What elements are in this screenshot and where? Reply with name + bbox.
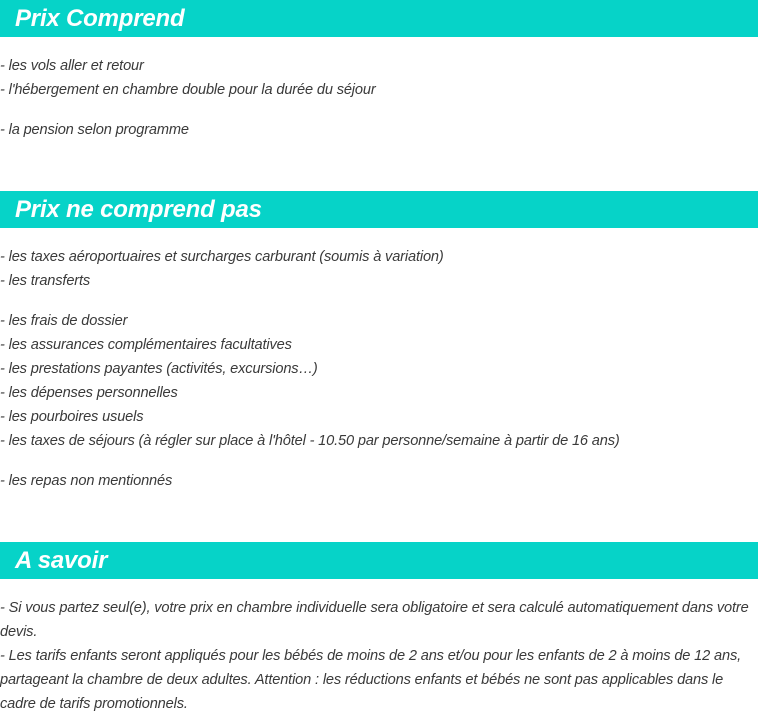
- section-header-excluded: Prix ne comprend pas: [0, 191, 758, 228]
- info-paragraph: - Les tarifs enfants seront appliqués pour les bébés de moins de 2 ans et/ou pour les enfants de 2 à moins de 12 ans, partageant la chambre de deux adultes. Attention : les réductions enfants et bébés ne sont pas applicables dans le cadre de tarifs promotionnels.: [0, 648, 741, 712]
- section-header-included: Prix Comprend: [0, 0, 758, 37]
- excluded-item: - les pourboires usuels: [0, 409, 144, 425]
- excluded-item: - les taxes de séjours (à régler sur place à l'hôtel - 10.50 par personne/semaine à partir de 16 ans): [0, 433, 620, 449]
- section-header-info: A savoir: [0, 542, 758, 579]
- excluded-item: - les repas non mentionnés: [0, 473, 173, 489]
- excluded-item: - les taxes aéroportuaires et surcharges carburant (soumis à variation): [0, 249, 444, 265]
- included-item: - les vols aller et retour: [0, 58, 144, 74]
- excluded-item: - les frais de dossier: [0, 313, 128, 329]
- excluded-item: - les transferts: [0, 273, 91, 289]
- included-item: - l'hébergement en chambre double pour la durée du séjour: [0, 82, 376, 98]
- included-item: - la pension selon programme: [0, 122, 189, 138]
- excluded-item: - les dépenses personnelles: [0, 385, 178, 401]
- excluded-item: - les prestations payantes (activités, excursions…): [0, 361, 318, 377]
- excluded-item: - les assurances complémentaires facultatives: [0, 337, 292, 353]
- info-paragraph: - Si vous partez seul(e), votre prix en chambre individuelle sera obligatoire et sera calculé automatiquement dans votre devis.: [0, 600, 749, 640]
